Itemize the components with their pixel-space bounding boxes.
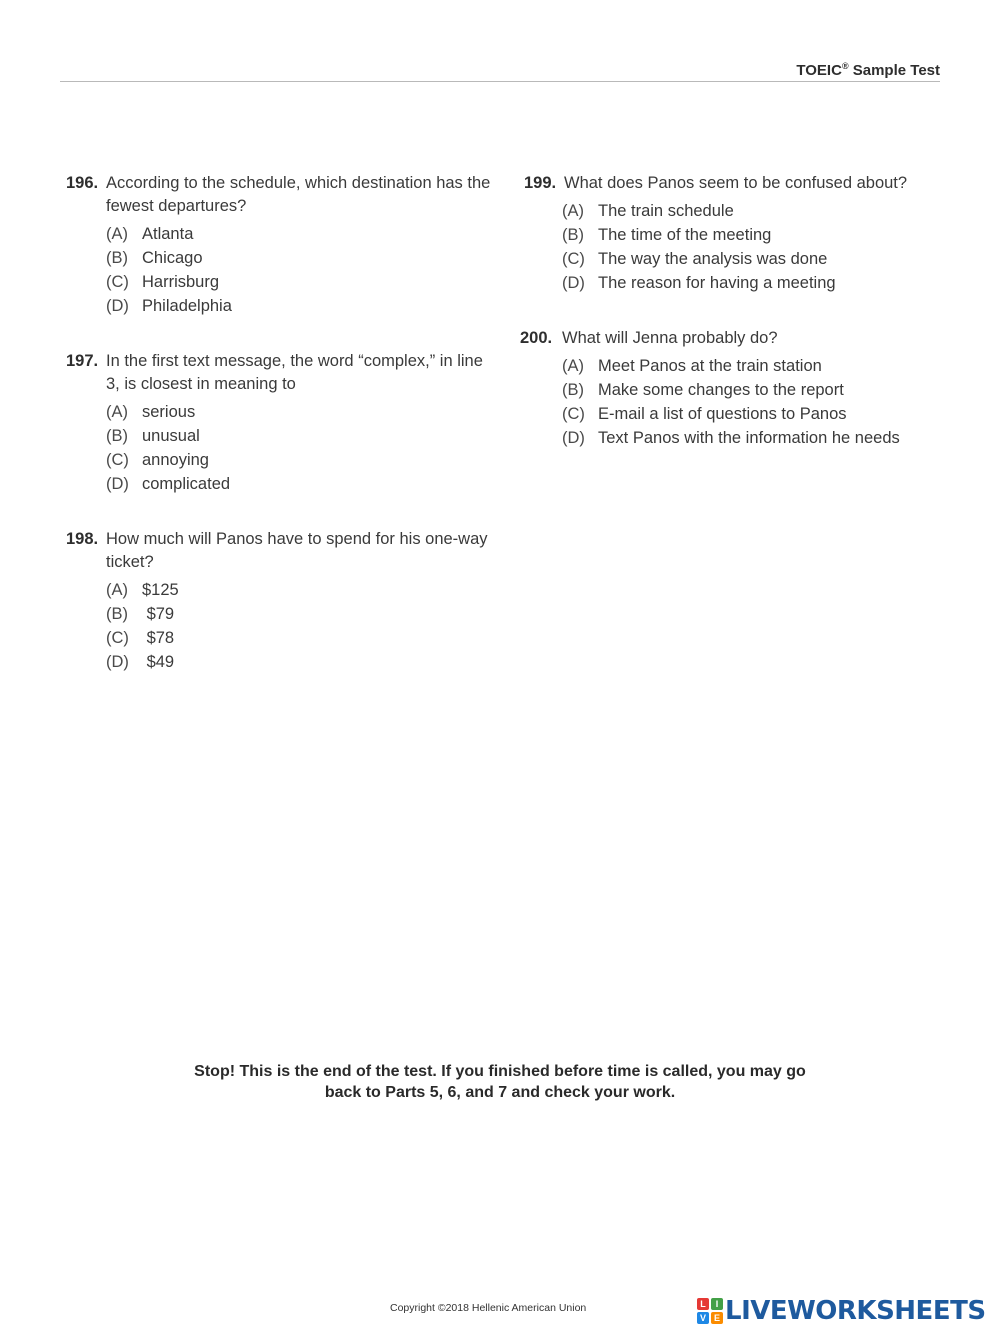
option-text: $49 <box>142 653 175 671</box>
option-letter: (D) <box>562 274 585 292</box>
answer-option[interactable] <box>562 426 950 450</box>
question-198 <box>66 528 496 674</box>
option-text: Make some changes to the report <box>598 381 844 399</box>
logo-tile: E <box>711 1312 723 1324</box>
right-question-column <box>520 172 950 482</box>
answer-option[interactable] <box>106 602 496 626</box>
option-text: serious <box>142 403 196 421</box>
answer-option[interactable] <box>106 578 496 602</box>
answer-option[interactable] <box>106 472 496 496</box>
option-text: Text Panos with the information he needs <box>598 429 900 447</box>
option-letter: (B) <box>106 427 128 445</box>
answer-option[interactable] <box>106 448 496 472</box>
option-letter: (D) <box>562 429 585 447</box>
answer-option[interactable] <box>562 223 950 247</box>
answer-option[interactable] <box>106 626 496 650</box>
answer-option[interactable] <box>562 271 950 295</box>
option-text: Meet Panos at the train station <box>598 357 822 375</box>
option-text: $79 <box>142 605 175 623</box>
question-text: According to the schedule, which destination has the fewest departures? <box>106 174 491 215</box>
answer-option[interactable] <box>562 378 950 402</box>
option-letter: (D) <box>106 475 129 493</box>
option-letter: (B) <box>106 605 128 623</box>
header-title <box>796 61 940 79</box>
copyright-notice: Copyright ©2018 Hellenic American Union <box>390 1302 587 1314</box>
answer-options <box>520 354 950 450</box>
answer-option[interactable] <box>562 247 950 271</box>
option-letter: (C) <box>562 405 585 423</box>
option-letter: (D) <box>106 297 129 315</box>
option-letter: (C) <box>106 273 129 291</box>
answer-option[interactable] <box>106 400 496 424</box>
question-number: 199. <box>524 174 557 192</box>
option-text: The reason for having a meeting <box>598 274 836 292</box>
answer-option[interactable] <box>562 402 950 426</box>
option-letter: (B) <box>562 226 584 244</box>
end-note-line-1: Stop! This is the end of the test. If you finished before time is called, you may go <box>194 1063 806 1080</box>
option-text: E-mail a list of questions to Panos <box>598 405 847 423</box>
answer-options <box>66 222 496 318</box>
answer-option[interactable] <box>106 650 496 674</box>
question-text: What will Jenna probably do? <box>562 329 778 347</box>
answer-option[interactable] <box>562 199 950 223</box>
option-letter: (A) <box>562 357 584 375</box>
question-200 <box>520 327 950 450</box>
option-letter: (A) <box>106 403 128 421</box>
left-question-column <box>66 172 496 706</box>
option-text: $125 <box>142 581 179 599</box>
answer-option[interactable] <box>562 354 950 378</box>
question-number: 200. <box>520 329 553 347</box>
header-divider <box>60 81 940 82</box>
question-199 <box>520 172 950 295</box>
question-text: What does Panos seem to be confused about? <box>564 174 908 192</box>
logo-text: LIVEWORKSHEETS <box>725 1296 986 1326</box>
option-text: unusual <box>142 427 200 445</box>
option-letter: (C) <box>106 629 129 647</box>
option-text: Atlanta <box>142 225 194 243</box>
end-of-test-note <box>150 1061 850 1103</box>
question-text: How much will Panos have to spend for his one-way ticket? <box>106 530 488 571</box>
question-196 <box>66 172 496 318</box>
answer-option[interactable] <box>106 294 496 318</box>
logo-tile: V <box>697 1312 709 1324</box>
option-text: annoying <box>142 451 209 469</box>
option-letter: (A) <box>106 225 128 243</box>
question-197 <box>66 350 496 496</box>
option-letter: (C) <box>562 250 585 268</box>
option-letter: (A) <box>106 581 128 599</box>
option-text: complicated <box>142 475 231 493</box>
option-text: Philadelphia <box>142 297 232 315</box>
option-text: The time of the meeting <box>598 226 772 244</box>
option-letter: (B) <box>562 381 584 399</box>
option-letter: (B) <box>106 249 128 267</box>
header-title-suffix: Sample Test <box>848 62 940 79</box>
option-letter: (C) <box>106 451 129 469</box>
end-note-line-2: back to Parts 5, 6, and 7 and check your work. <box>324 1084 676 1101</box>
option-letter: (D) <box>106 653 129 671</box>
question-number: 198. <box>66 530 99 548</box>
option-letter: (A) <box>562 202 584 220</box>
logo-tile: I <box>711 1298 723 1310</box>
registered-mark: ® <box>841 61 849 71</box>
question-text: In the first text message, the word “complex,” in line 3, is closest in meaning to <box>106 352 483 393</box>
header-title-text: TOEIC <box>796 62 842 79</box>
question-number: 197. <box>66 352 99 370</box>
option-text: The way the analysis was done <box>598 250 828 268</box>
option-text: Harrisburg <box>142 273 220 291</box>
option-text: $78 <box>142 629 175 647</box>
option-text: Chicago <box>142 249 203 267</box>
answer-options <box>520 199 950 295</box>
answer-option[interactable] <box>106 222 496 246</box>
option-text: The train schedule <box>598 202 734 220</box>
answer-options <box>66 578 496 674</box>
answer-options <box>66 400 496 496</box>
logo-tile: L <box>697 1298 709 1310</box>
answer-option[interactable] <box>106 424 496 448</box>
question-number: 196. <box>66 174 99 192</box>
logo-tiles-icon <box>697 1298 723 1324</box>
liveworksheets-logo[interactable] <box>697 1294 986 1328</box>
answer-option[interactable] <box>106 270 496 294</box>
answer-option[interactable] <box>106 246 496 270</box>
